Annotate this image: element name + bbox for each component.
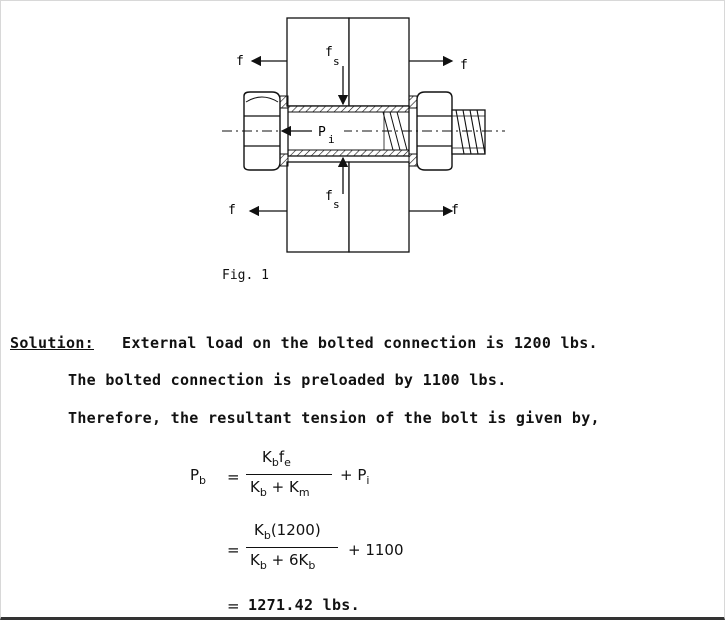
eq1-denominator: $K_b + K_m$ [250,478,310,499]
f-bottom-left-label: f [228,203,236,218]
f-top-left-label: f [236,54,244,69]
eq1-fraction-bar [246,474,332,475]
figure-caption: Fig. 1 [222,268,269,283]
eq3-equals: = [227,597,240,615]
pi-label: P [318,125,326,140]
solution-line-3: Therefore, the resultant tension of the bolt is given by, [68,409,600,427]
bolted-joint-figure [0,0,725,300]
fs-bottom-sub: s [333,198,340,211]
pi-sub: i [328,133,335,146]
eq3-result: 1271.42 lbs. [248,596,360,614]
solution-line-2: The bolted connection is preloaded by 1100 lbs. [68,371,507,389]
f-top-right-label: f [460,58,468,73]
eq2-fraction-bar [246,547,338,548]
fs-bottom-label: f [325,189,333,204]
eq2-equals: = [227,541,240,559]
washer-right-top [409,96,417,108]
fs-top-sub: s [333,55,340,68]
washer-left-bottom [280,154,288,166]
threaded-end [452,110,485,154]
eq1-numerator: $K_bf_e$ [262,448,291,469]
fs-top-label: f [325,45,333,60]
washer-left-top [280,96,288,108]
solution-text-1: External load on the bolted connection is 1200 lbs. [121,334,598,352]
f-bottom-right-label: f [451,203,459,218]
eq2-denominator: $K_b + 6K_b$ [250,551,316,572]
eq1-lhs: $P_b$ [190,466,207,487]
eq1-plus-pi: + $P_i$ [340,466,370,487]
solution-line-1 [10,334,598,352]
solution-label: Solution: [10,334,94,352]
eq2-plus-1100: + 1100 [348,541,404,559]
washer-right-bottom [409,154,417,166]
eq1-equals: = [227,468,240,486]
eq2-numerator: $K_b(1200)$ [254,521,321,542]
